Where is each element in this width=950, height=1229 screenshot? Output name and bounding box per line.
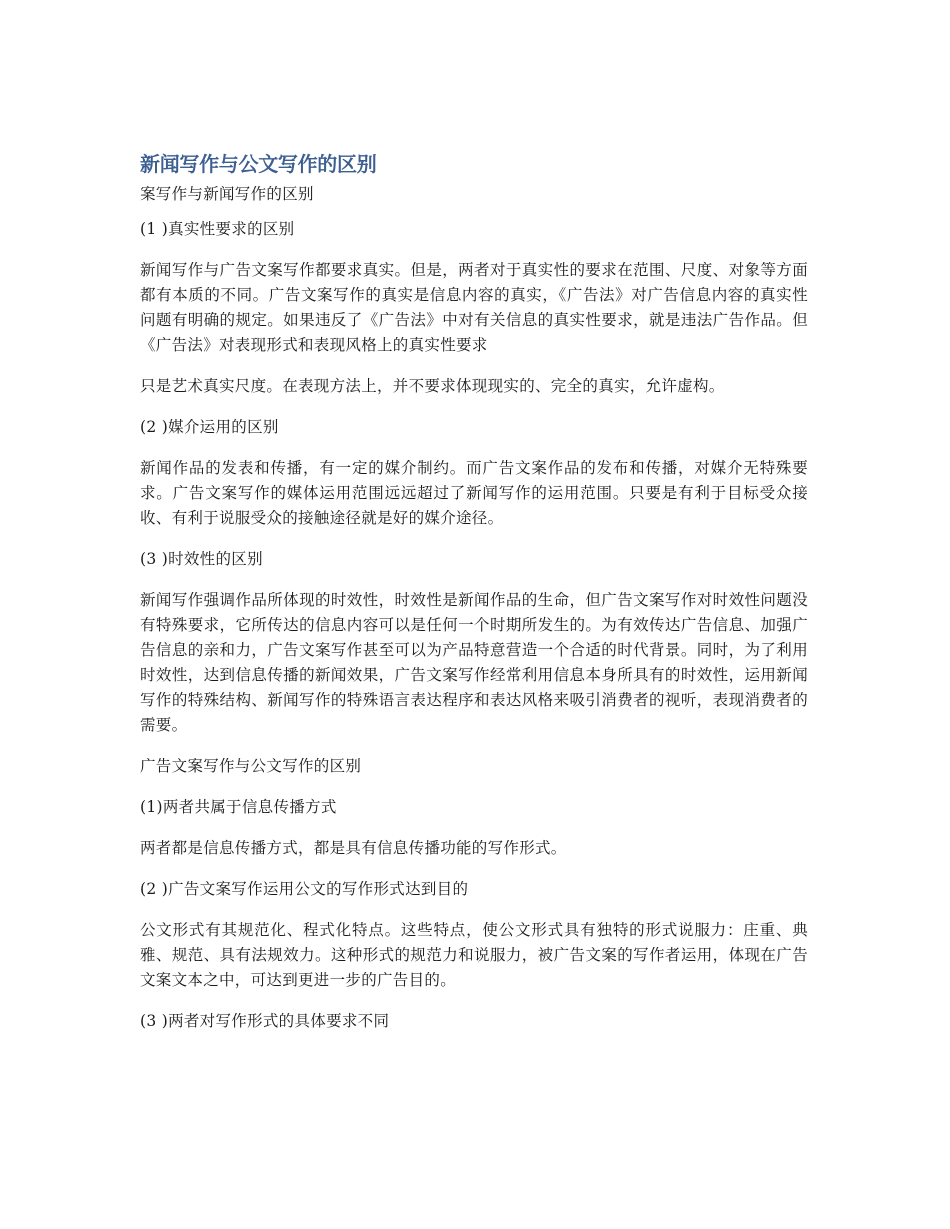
section-heading-truthfulness: (1 )真实性要求的区别: [140, 220, 295, 238]
section-heading-official-docs: 广告文案写作与公文写作的区别: [140, 757, 362, 775]
section-heading-timeliness: (3 )时效性的区别: [140, 550, 263, 568]
subsection-heading: (1)两者共属于信息传播方式: [140, 798, 337, 816]
document-title: 新闻写作与公文写作的区别: [140, 152, 377, 176]
subtitle-paragraph: 案写作与新闻写作的区别: [140, 185, 314, 203]
document-page: [140, 150, 808, 1050]
body-paragraph: 新闻写作强调作品所体现的时效性，时效性是新闻作品的生命，但广告文案写作对时效性问题没有特殊要求，它所传达的信息内容可以是任何一个时期所发生的。为有效传达广告信息、加强广告信息的亲和力，广告文案写作甚至可以为产品特意营造一个合适的时代背景。同时，为了利用时效性，达到信息传播的新闻效果，广告文案写作经常利用信息本身所具有的时效性，运用新闻写作的特殊结构、新闻写作的特殊语言表达程序和表达风格来吸引消费者的视听，表现消费者的需要。: [140, 591, 808, 734]
body-paragraph: 公文形式有其规范化、程式化特点。这些特点，使公文形式具有独特的形式说服力：庄重、典雅、规范、具有法规效力。这种形式的规范力和说服力，被广告文案的写作者运用，体现在广告文案文本之中，可达到更进一步的广告目的。: [140, 921, 808, 989]
body-paragraph: 新闻写作与广告文案写作都要求真实。但是，两者对于真实性的要求在范围、尺度、对象等方面都有本质的不同。广告文案写作的真实是信息内容的真实，《广告法》对广告信息内容的真实性问题有明确的规定。如果违反了《广告法》中对有关信息的真实性要求，就是违法广告作品。但《广告法》对表现形式和表现风格上的真实性要求: [140, 261, 808, 354]
subsection-heading: (3 )两者对写作形式的具体要求不同: [140, 1012, 390, 1030]
body-paragraph: 两者都是信息传播方式，都是具有信息传播功能的写作形式。: [140, 839, 567, 857]
body-paragraph: 只是艺术真实尺度。在表现方法上，并不要求体现现实的、完全的真实，允许虚构。: [140, 377, 725, 395]
subsection-heading: (2 )广告文案写作运用公文的写作形式达到目的: [140, 880, 469, 898]
section-heading-media: (2 )媒介运用的区别: [140, 418, 279, 436]
body-paragraph: 新闻作品的发表和传播，有一定的媒介制约。而广告文案作品的发布和传播，对媒介无特殊要求。广告文案写作的媒体运用范围远远超过了新闻写作的运用范围。只要是有利于目标受众接收、有利于说服受众的接触途径就是好的媒介途径。: [140, 459, 808, 527]
